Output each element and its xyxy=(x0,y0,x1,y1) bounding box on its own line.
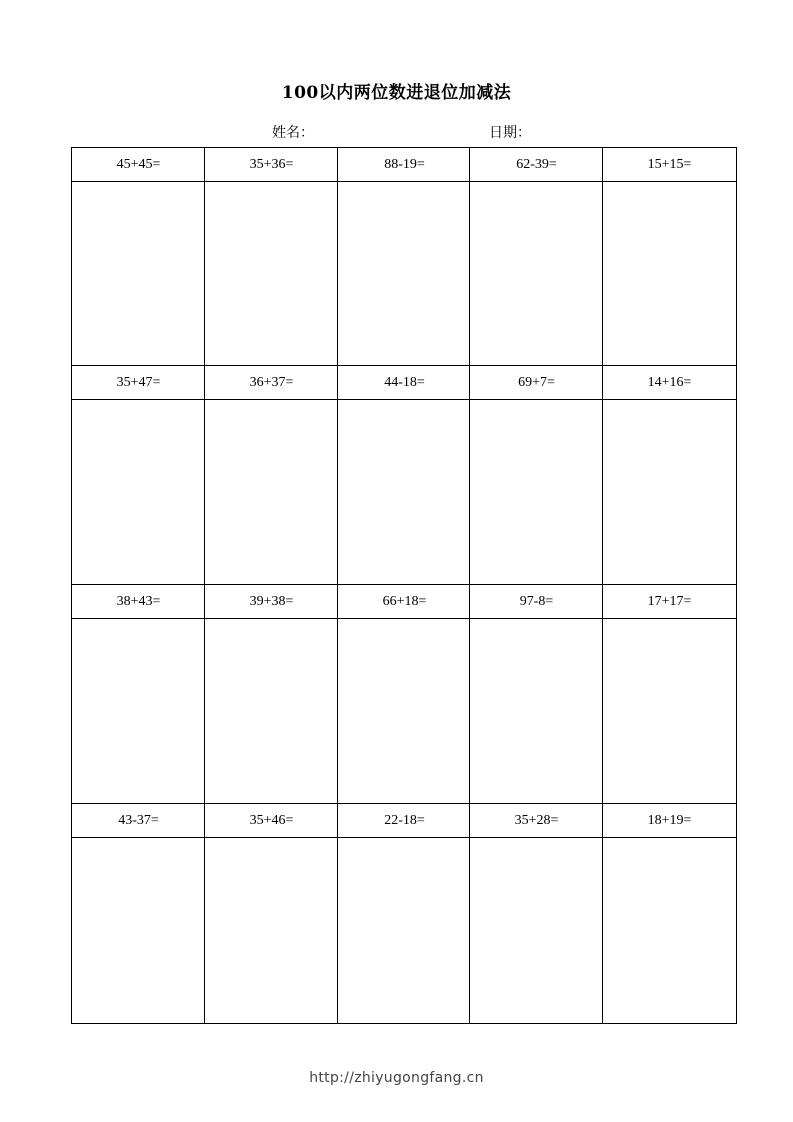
problem-cell: 88-19= xyxy=(384,157,425,172)
answer-workspace[interactable] xyxy=(470,620,603,802)
date-label: 日期： xyxy=(489,125,531,141)
problem-cell: 39+38= xyxy=(249,594,294,609)
page-title: 100以内两位数进退位加减法 xyxy=(281,83,512,103)
problem-cell: 35+36= xyxy=(249,157,294,172)
answer-workspace[interactable] xyxy=(72,839,205,1021)
answer-workspace[interactable] xyxy=(72,401,205,583)
problem-cell: 14+16= xyxy=(647,375,692,390)
problem-cell: 35+47= xyxy=(116,375,161,390)
problem-cell: 69+7= xyxy=(518,375,555,390)
problem-cell: 22-18= xyxy=(384,813,425,828)
answer-workspace[interactable] xyxy=(72,183,205,364)
answer-workspace[interactable] xyxy=(205,620,338,802)
answer-workspace[interactable] xyxy=(205,401,338,583)
answer-workspace[interactable] xyxy=(338,401,471,583)
problem-cell: 38+43= xyxy=(116,594,161,609)
problem-cell: 15+15= xyxy=(647,157,692,172)
problem-cell: 66+18= xyxy=(382,594,427,609)
answer-workspace[interactable] xyxy=(603,401,736,583)
answer-workspace[interactable] xyxy=(470,839,603,1021)
answer-workspace[interactable] xyxy=(338,620,471,802)
answer-workspace[interactable] xyxy=(338,183,471,364)
answer-workspace[interactable] xyxy=(470,401,603,583)
problem-cell: 97-8= xyxy=(519,594,554,609)
worksheet-grid xyxy=(71,147,737,1024)
answer-workspace[interactable] xyxy=(603,183,736,364)
answer-workspace[interactable] xyxy=(470,183,603,364)
answer-workspace[interactable] xyxy=(338,839,471,1021)
footer-url: http://zhiyugongfang.cn xyxy=(309,1070,484,1086)
problem-cell: 35+46= xyxy=(249,813,294,828)
problem-cell: 62-39= xyxy=(516,157,557,172)
problem-cell: 35+28= xyxy=(514,813,559,828)
problem-cell: 43-37= xyxy=(118,813,159,828)
answer-workspace[interactable] xyxy=(205,839,338,1021)
problem-cell: 36+37= xyxy=(249,375,294,390)
problem-cell: 18+19= xyxy=(647,813,692,828)
answer-workspace[interactable] xyxy=(72,620,205,802)
problem-cell: 17+17= xyxy=(647,594,692,609)
problem-cell: 44-18= xyxy=(384,375,425,390)
answer-workspace[interactable] xyxy=(603,839,736,1021)
answer-workspace[interactable] xyxy=(603,620,736,802)
name-label: 姓名： xyxy=(272,125,314,141)
problem-cell: 45+45= xyxy=(116,157,161,172)
answer-workspace[interactable] xyxy=(205,183,338,364)
